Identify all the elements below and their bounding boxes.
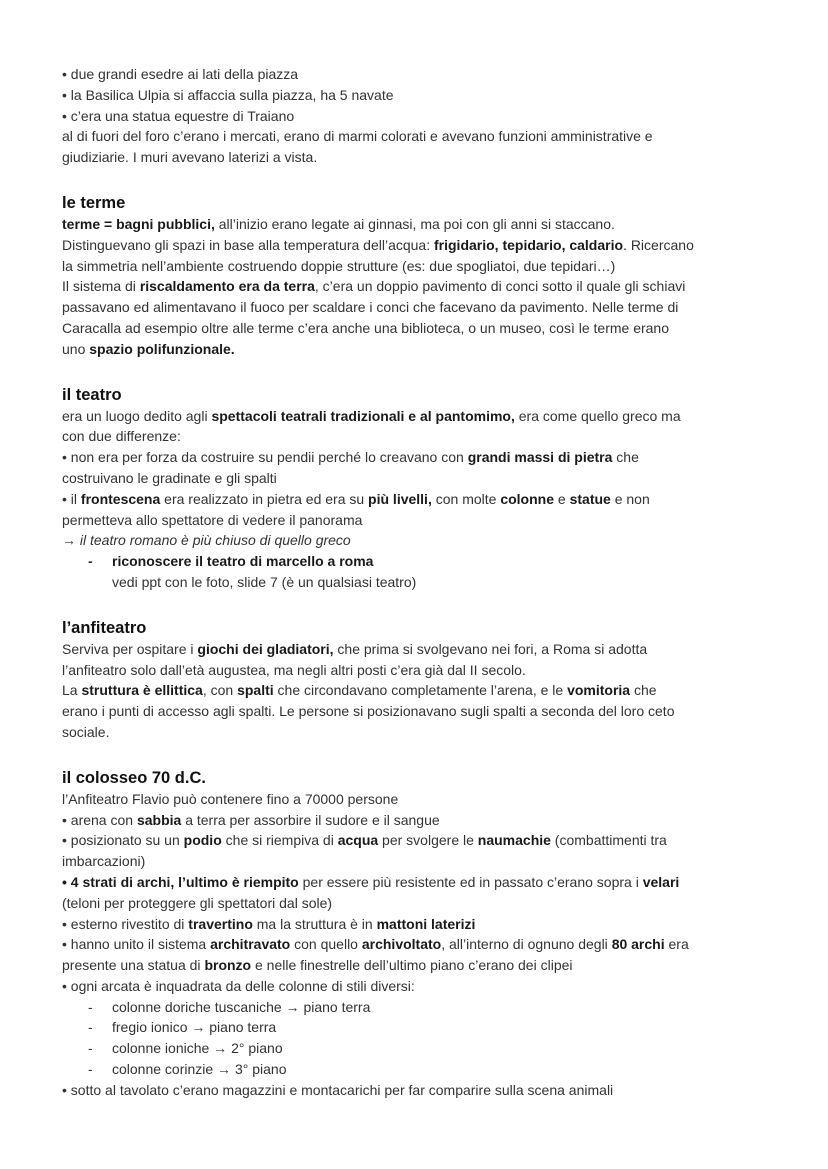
section-title-colosseo: il colosseo 70 d.C. (62, 768, 206, 787)
section-title-anfiteatro: l’anfiteatro (62, 618, 147, 637)
italic-note: → il teatro romano è più chiuso di quello greco (62, 532, 351, 549)
text: La (62, 682, 82, 699)
text: era (664, 936, 689, 953)
bold-text: sabbia (136, 811, 182, 828)
text: che si riempiva di (221, 832, 338, 849)
bold-text: vomitoria (567, 682, 631, 699)
bold-text: velari (642, 873, 680, 890)
text: che (612, 449, 639, 466)
paragraph-line: • sotto al tavolato c’erano magazzini e montacarichi per far comparire sulla scena animali (62, 1081, 614, 1098)
bold-text: terme = bagni pubblici, (62, 215, 215, 232)
dash-marker: - (88, 1019, 93, 1036)
intro-block (62, 64, 772, 168)
text: ma la struttura è in (252, 915, 377, 932)
paragraph-line: vedi ppt con le foto, slide 7 (è un qualsiasi teatro) (112, 573, 417, 590)
bold-text: struttura è ellittica (81, 682, 203, 699)
dash-list-item (62, 1059, 772, 1080)
dash-marker: - (88, 553, 93, 570)
section-terme (62, 192, 772, 360)
text: , con (202, 682, 238, 699)
paragraph-line (62, 955, 772, 976)
bold-text: colonne (500, 490, 554, 507)
text: era un luogo dedito agli (62, 407, 212, 424)
text: • esterno rivestito di (62, 915, 189, 932)
text: colonne ioniche → 2° piano (112, 1040, 283, 1057)
intro-line: • due grandi esedre ai lati della piazza (62, 66, 299, 82)
section-teatro (62, 384, 772, 593)
dash-list-item (62, 1038, 772, 1059)
paragraph-line: la simmetria nell’ambiente costruendo doppie strutture (es: due spogliatoi, due tepidari…) (62, 257, 616, 274)
text: . Ricercano (623, 236, 694, 253)
section-colosseo (62, 767, 772, 1101)
text: Distinguevano gli spazi in base alla temperatura dell’acqua: (62, 236, 434, 253)
paragraph-line: erano i punti di accesso agli spalti. Le persone si posizionavano sugli spalti a seconda del loro ceto (62, 703, 675, 720)
text: colonne corinzie → 3° piano (112, 1061, 287, 1078)
bold-text: travertino (188, 915, 253, 932)
bold-text: più livelli, (368, 490, 432, 507)
intro-line: al di fuori del foro c’erano i mercati, erano di marmi colorati e avevano funzioni amministrative e (62, 128, 653, 145)
bold-text: 80 archi (611, 936, 665, 953)
bold-text: acqua (337, 832, 379, 849)
paragraph-line: passavano ed alimentavano il fuoco per scaldare i conci che facevano da pavimento. Nelle terme di (62, 299, 679, 316)
text: era come quello greco ma (514, 407, 681, 424)
bold-text: riconoscere il teatro di marcello a roma (112, 553, 374, 570)
intro-line: giudiziarie. I muri avevano laterizi a vista. (62, 149, 318, 166)
paragraph-line: permetteva allo spettatore di vedere il panorama (62, 511, 363, 528)
document-page (62, 64, 772, 1101)
intro-line: • c’era una statua equestre di Traiano (62, 107, 295, 124)
bold-text: giochi dei gladiatori, (197, 640, 334, 657)
dash-list-item (62, 551, 772, 572)
bold-text: bronzo (204, 957, 252, 974)
section-title-teatro: il teatro (62, 385, 122, 404)
paragraph-line (62, 489, 772, 510)
text: colonne doriche tuscaniche → piano terra (112, 998, 371, 1015)
bold-text: podio (183, 832, 222, 849)
paragraph-line: imbarcazioni) (62, 853, 146, 870)
text: all’inizio erano legate ai ginnasi, ma poi con gli anni si staccano. (214, 215, 615, 232)
text: e (554, 490, 570, 507)
dash-marker: - (88, 1061, 93, 1078)
bold-text: mattoni laterizi (376, 915, 476, 932)
text: era realizzato in pietra ed era su (160, 490, 369, 507)
text: • hanno unito il sistema (62, 936, 211, 953)
intro-line: • la Basilica Ulpia si affaccia sulla piazza, ha 5 navate (62, 86, 394, 103)
text: presente una statua di (62, 957, 205, 974)
paragraph-line (62, 934, 772, 955)
text: che circondavano completamente l’arena, e le (273, 682, 568, 699)
dash-list-item (62, 997, 772, 1018)
bold-text: spalti (237, 682, 274, 699)
text: uno (62, 340, 90, 357)
bold-text: statue (569, 490, 611, 507)
paragraph-line (62, 680, 772, 701)
text: , all’interno di ognuno degli (441, 936, 612, 953)
text: • il (62, 490, 81, 507)
bold-text: riscaldamento era da terra (139, 278, 315, 295)
text: • non era per forza da costruire su pendii perché lo creavano con (62, 449, 468, 466)
text: a terra per assorbire il sudore e il sangue (181, 811, 440, 828)
bold-text: spazio polifunzionale. (89, 340, 235, 357)
paragraph-line (62, 830, 772, 851)
bold-text: grandi massi di pietra (467, 449, 613, 466)
text: per svolgere le (378, 832, 478, 849)
text: (combattimenti tra (550, 832, 667, 849)
paragraph-line (62, 235, 772, 256)
paragraph-line: l’Anfiteatro Flavio può contenere fino a 70000 persone (62, 790, 399, 807)
paragraph-line (62, 872, 772, 893)
text: • posizionato su un (62, 832, 184, 849)
text: e nelle finestrelle dell’ultimo piano c’erano dei clipei (251, 957, 573, 974)
paragraph-line: • ogni arcata è inquadrata da delle colonne di stili diversi: (62, 977, 415, 994)
paragraph-line (62, 214, 772, 235)
bold-text: spettacoli teatrali tradizionali e al pantomimo, (211, 407, 515, 424)
paragraph-line: (teloni per proteggere gli spettatori dal sole) (62, 894, 333, 911)
paragraph-line (62, 914, 772, 935)
paragraph-line: Caracalla ad esempio oltre alle terme c’era anche una biblioteca, o un museo, così le terme erano (62, 319, 669, 336)
bold-text: • 4 strati di archi, l’ultimo è riempito (62, 873, 299, 890)
section-anfiteatro (62, 617, 772, 743)
text: fregio ionico → piano terra (112, 1019, 277, 1036)
dash-marker: - (88, 998, 93, 1015)
text: • arena con (62, 811, 137, 828)
bold-text: frigidario, tepidario, caldario (434, 236, 624, 253)
section-title-terme: le terme (62, 193, 126, 212)
bold-text: archivoltato (361, 936, 442, 953)
text: , c’era un doppio pavimento di conci sotto il quale gli schiavi (314, 278, 686, 295)
dash-marker: - (88, 1040, 93, 1057)
bold-text: naumachie (477, 832, 551, 849)
dash-list-item (62, 1017, 772, 1038)
paragraph-line (62, 406, 772, 427)
text: con quello (290, 936, 362, 953)
paragraph-line (62, 276, 772, 297)
text: Il sistema di (62, 278, 140, 295)
paragraph-line (62, 810, 772, 831)
text: che prima si svolgevano nei fori, a Roma si adotta (333, 640, 648, 657)
bold-text: frontescena (80, 490, 161, 507)
paragraph-line: l’anfiteatro solo dall’età augustea, ma negli altri posti c’era già dal II secolo. (62, 661, 526, 678)
paragraph-line (62, 447, 772, 468)
bold-text: architravato (210, 936, 291, 953)
text: per essere più resistente ed in passato c’erano sopra i (298, 873, 643, 890)
paragraph-line (62, 639, 772, 660)
text: e non (610, 490, 650, 507)
text: Serviva per ospitare i (62, 640, 198, 657)
text: con molte (431, 490, 501, 507)
paragraph-line (62, 339, 772, 360)
paragraph-line: con due differenze: (62, 428, 181, 445)
text: che (630, 682, 657, 699)
paragraph-line: costruivano le gradinate e gli spalti (62, 469, 277, 486)
paragraph-line: sociale. (62, 723, 110, 740)
